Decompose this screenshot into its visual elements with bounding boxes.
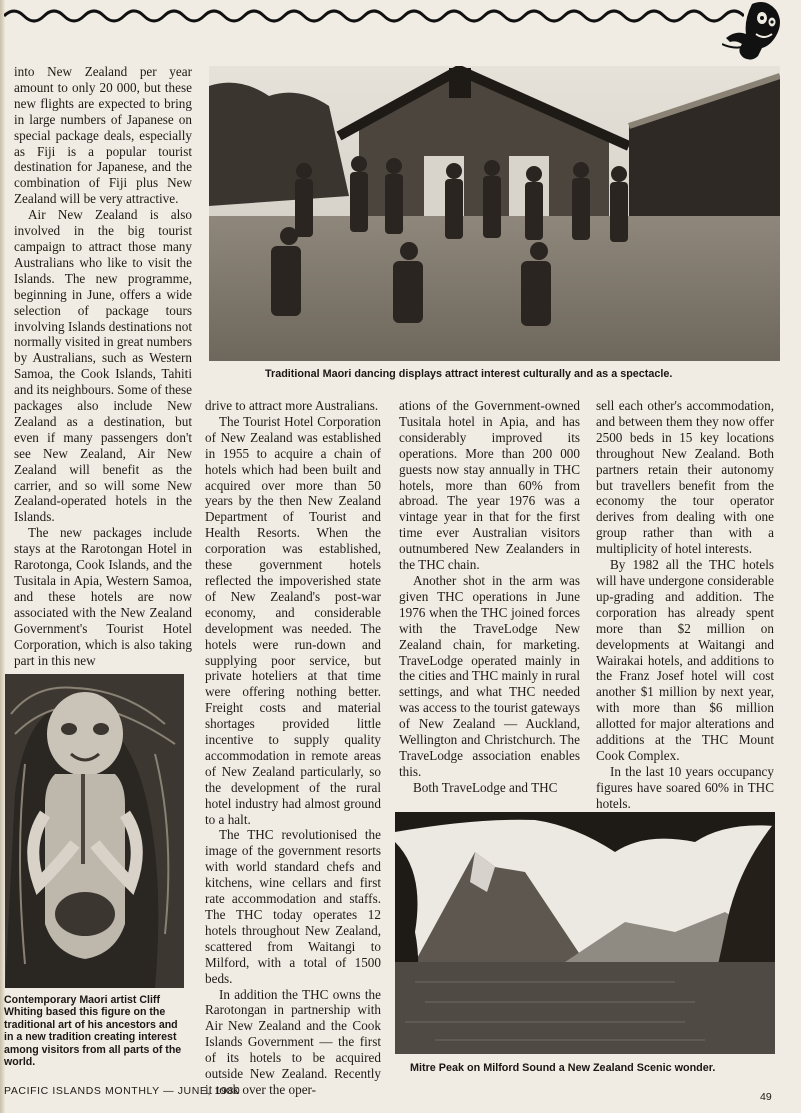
tiki-ornament-icon <box>722 0 790 66</box>
header-wave-ornament <box>4 2 744 28</box>
article-column-4 <box>596 398 774 812</box>
col3-paragraph-1: ations of the Government-owned Tusitala hotel in Apia, and has considerably improved its operations. More than 200 000 guests now stay annually in THC hotels, more than 60% from abroad. The year 1976 was a vintage year in that for the first time ever Australian visitors outnumbered New Zealanders in the THC chain. <box>399 398 580 573</box>
mitre-peak-photo <box>395 812 775 1054</box>
col1-paragraph-1: into New Zealand per year amount to only 20 000, but these new flights are expected to bring in large numbers of Japanese on special package deals, especially as Fiji is a popular tourist destination for Japanese, and the combination of Fiji plus New Zealand will be very attractive. <box>14 64 192 207</box>
article-column-2 <box>205 398 381 1098</box>
article-column-3 <box>399 398 580 796</box>
col4-paragraph-2: By 1982 all the THC hotels will have undergone considerable up-grading and addition. The corporation has already spent more than $2 million on developments at Waitangi and Wairakai hotels, and additions to the Franz Josef hotel will cost another $1 million by next year, with more than $6 million allotted for major alterations and additions at the THC Mount Cook Complex. <box>596 557 774 763</box>
col4-paragraph-1: sell each other's accommodation, and between them they now offer 2500 beds in 15 key locations throughout New Zealand. Both partners retain their autonomy but travellers benefit from the economy the tour operator derives from dealing with one group rather than with a multiplicity of hotel interests. <box>596 398 774 557</box>
col3-paragraph-3: Both TraveLodge and THC <box>413 779 558 795</box>
col2-paragraph-2: The Tourist Hotel Corporation of New Zealand was established in 1955 to acquire a chain of hotels which had been built and acquired over more than 50 years by the then New Zealand Department of Tourist and Health Resorts. When the corporation was established, these government hotels reflected the impoverished state of New Zealand's post-war economy, and considerable development was needed. The hotels were run-down and supplying poor service, but private hoteliers at that time were offering nothing better. Freight costs and material shortages provided little incentive to supply quality accommodation in remote areas of New Zealand particularly, so the development of the rural hotel industry had almost ground to a halt. <box>205 413 381 827</box>
col2-paragraph-4: In addition the THC owns the Rarotongan in partnership with Air New Zealand and the Cook Islands Government — the first of its hotels to be acquired outside New Zealand. Recently it took over the oper- <box>205 986 381 1097</box>
col2-paragraph-1: drive to attract more Australians. <box>205 398 379 413</box>
col2-paragraph-3: The THC revolutionised the image of the government resorts with world standard chefs and kitchens, wine cellars and first rate accommodation and staffs. The THC today operates 12 hotels throughout New Zealand, scattered from Waitangi to Milford, with a total of 1500 beds. <box>205 827 381 986</box>
caption-dancers: Traditional Maori dancing displays attract interest culturally and as a spectacle. <box>265 368 673 380</box>
maori-dancers-photo <box>209 66 780 361</box>
caption-carving: Contemporary Maori artist Cliff Whiting based this figure on the traditional art of his ancestors and in a new tradition creating interest among visitors from all parts of the world. <box>4 994 182 1069</box>
col1-paragraph-3: The new packages include stays at the Rarotongan Hotel in Rarotonga, Cook Islands, and the Tusitala in Apia, Western Samoa, and these hotels are now associated with the New Zealand Government's Tourist Hotel Corporation, which is also taking part in this new <box>14 525 192 668</box>
col4-paragraph-3: In the last 10 years occupancy figures have soared 60% in THC hotels. <box>596 763 774 811</box>
footer-page-number: 49 <box>760 1091 772 1103</box>
col1-paragraph-2: Air New Zealand is also involved in the big tourist campaign to attract those many Australians who like to visit the Islands. The new programme, beginning in June, offers a wide selection of package tours involving Islands destinations not normally visited in great numbers by Australians, such as Western Samoa, the Cook Islands, Tahiti and its neighbours. Some of these packages also include New Zealand as a destination, but even if many passengers don't see New Zealand, Air New Zealand will benefit as the carrier, and so will some New Zealand-operated hotels in the Islands. <box>14 207 193 525</box>
footer-publication: PACIFIC ISLANDS MONTHLY — JUNE, 1980 <box>4 1085 241 1097</box>
maori-carving-photo <box>5 674 184 988</box>
col3-paragraph-2: Another shot in the arm was given THC operations in June 1976 when the THC joined forces with the TraveLodge New Zealand chain, for marketing. TraveLodge operated mainly in the cities and THC mainly in rural settings, and what THC needed was access to the tourist gateways of New Zealand — Auckland, Wellington and Christchurch. The TraveLodge association enables this. <box>399 572 580 779</box>
article-column-1 <box>14 64 192 668</box>
caption-mitre-peak: Mitre Peak on Milford Sound a New Zealand Scenic wonder. <box>410 1062 716 1074</box>
